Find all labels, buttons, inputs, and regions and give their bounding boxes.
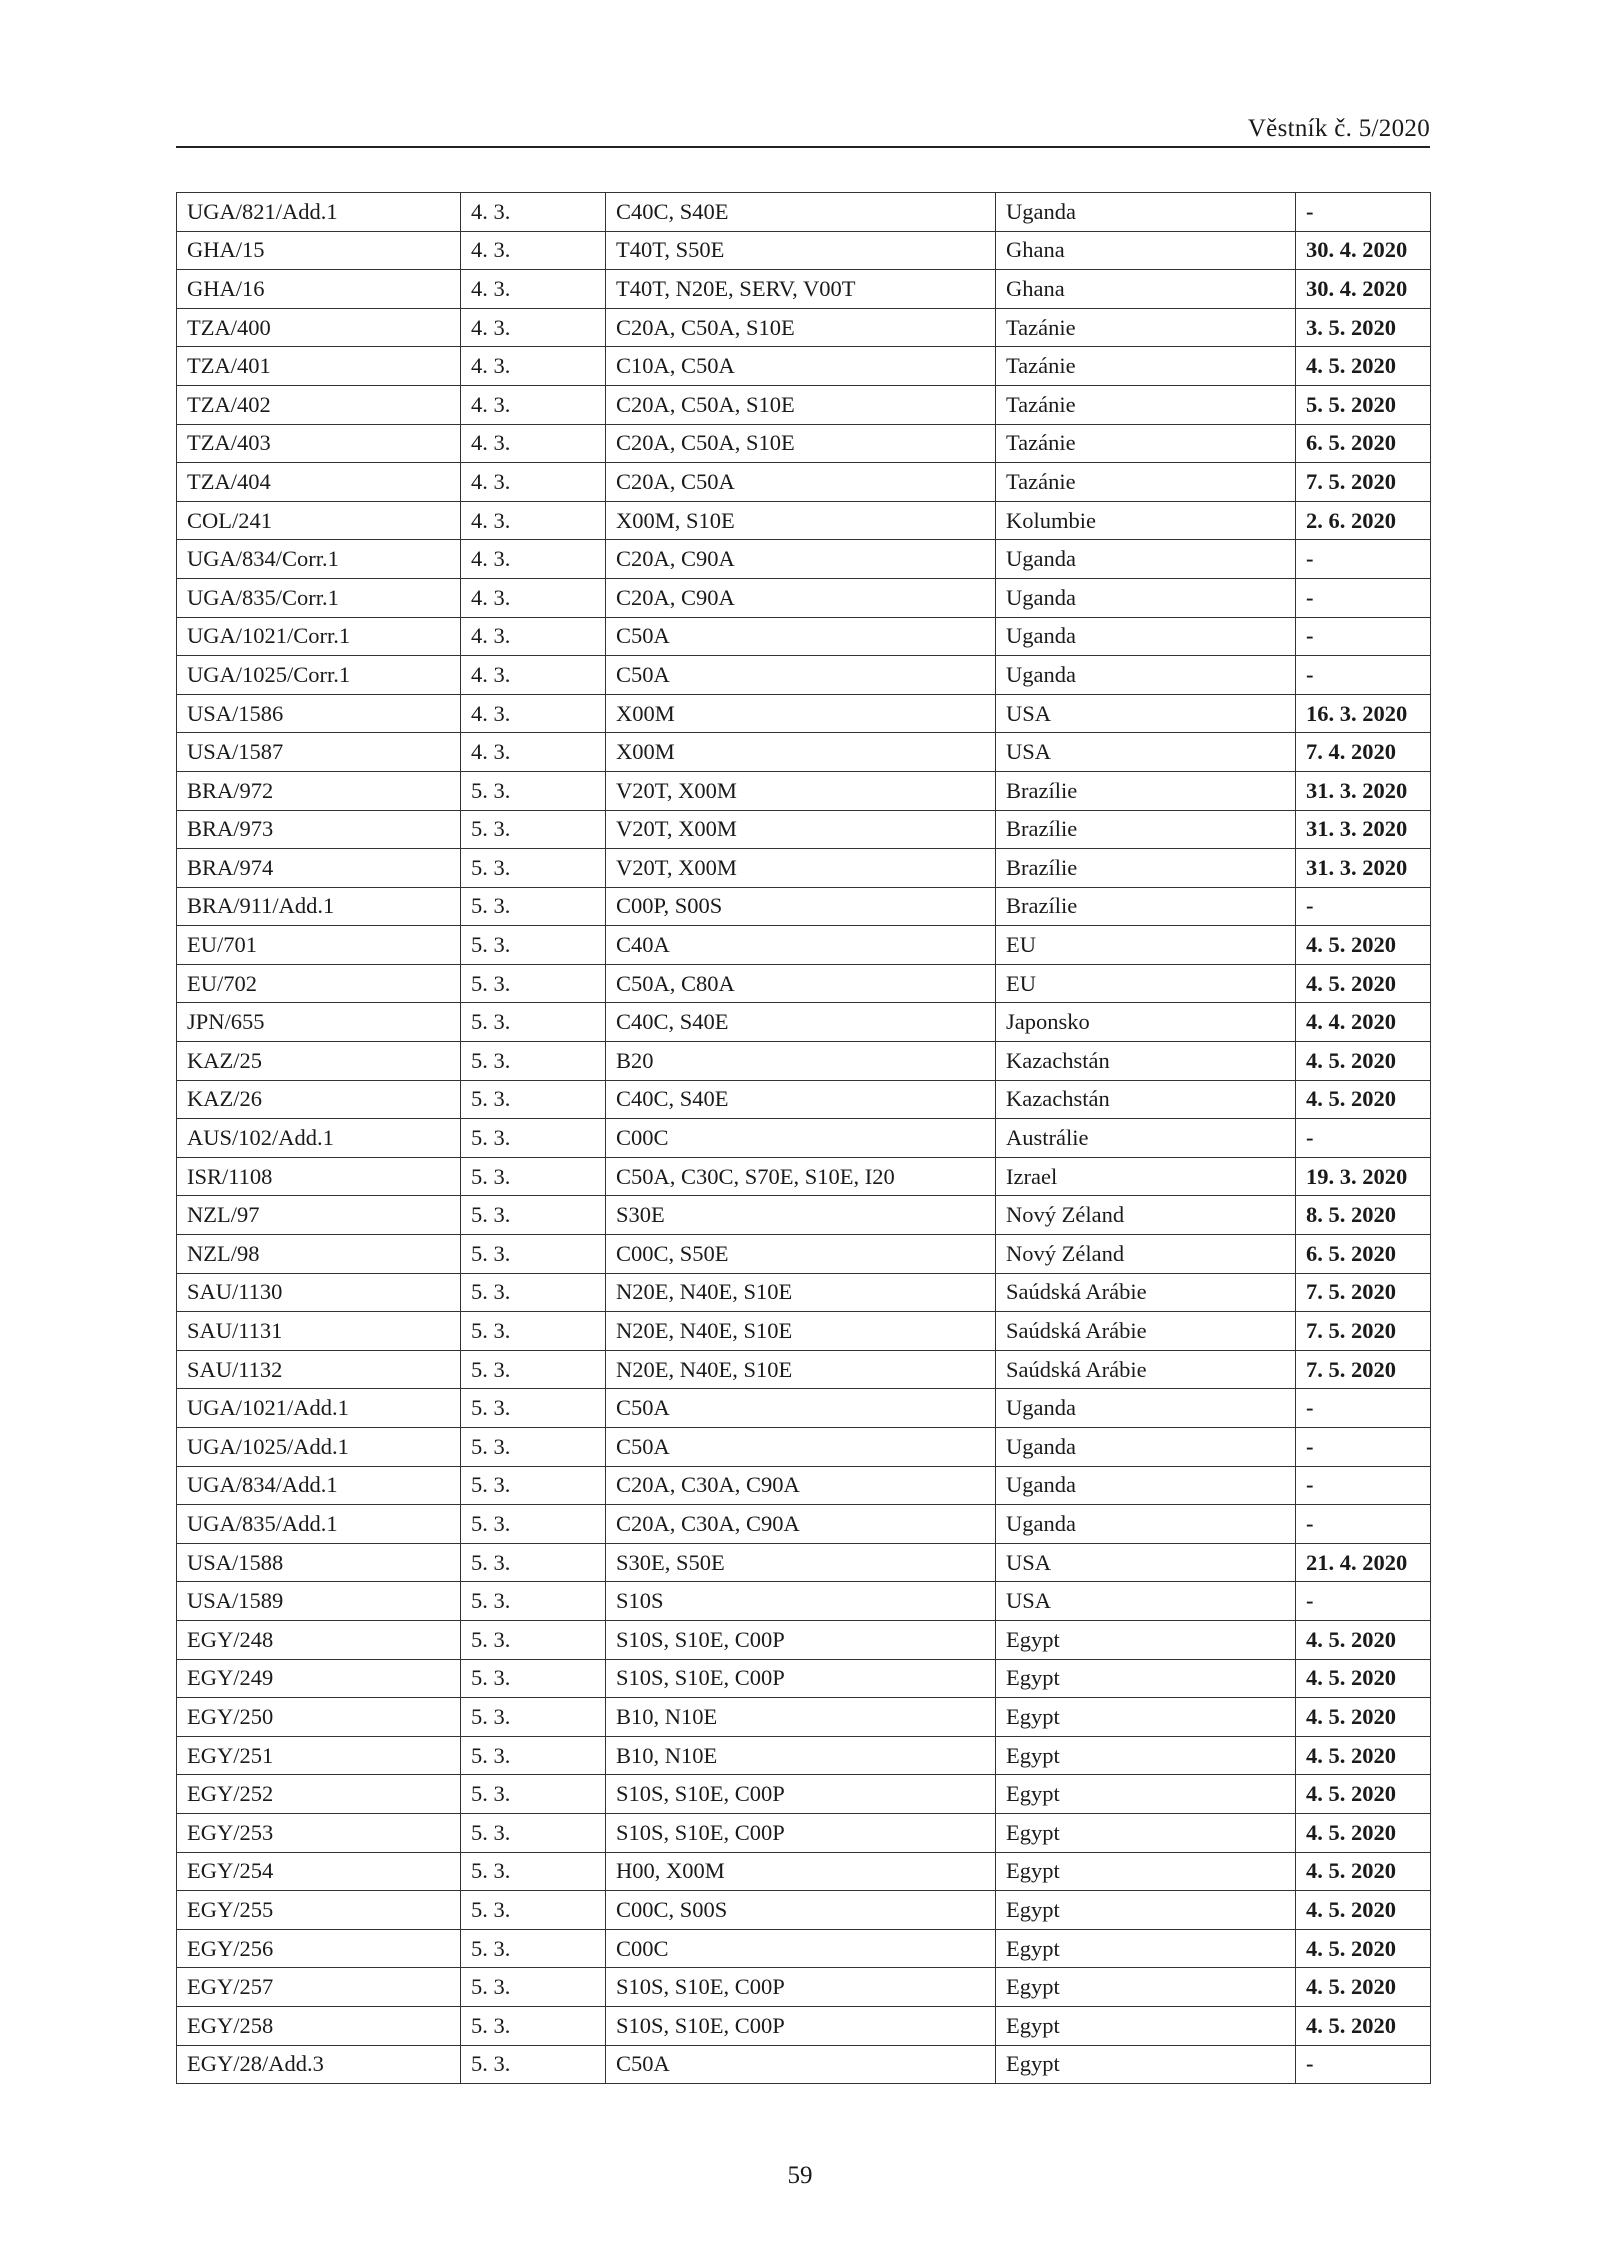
cell-code: UGA/835/Corr.1 (177, 578, 461, 617)
cell-country: Brazílie (996, 810, 1296, 849)
cell-date: 4. 3. (461, 231, 606, 270)
cell-date: 5. 3. (461, 1080, 606, 1119)
cell-date: 5. 3. (461, 1775, 606, 1814)
cell-code: BRA/972 (177, 771, 461, 810)
table-row (177, 2045, 1431, 2084)
cell-country: Tazánie (996, 308, 1296, 347)
cell-country: Nový Zéland (996, 1196, 1296, 1235)
cell-deadline: - (1296, 1428, 1431, 1467)
cell-code: UGA/1021/Add.1 (177, 1389, 461, 1428)
cell-deadline: 4. 5. 2020 (1296, 1042, 1431, 1081)
cell-classes: C00C (606, 1929, 996, 1968)
cell-code: SAU/1130 (177, 1273, 461, 1312)
cell-deadline: 19. 3. 2020 (1296, 1157, 1431, 1196)
cell-deadline: - (1296, 540, 1431, 579)
cell-code: ISR/1108 (177, 1157, 461, 1196)
cell-date: 5. 3. (461, 1543, 606, 1582)
cell-country: Egypt (996, 1698, 1296, 1737)
cell-country: Brazílie (996, 771, 1296, 810)
cell-code: EGY/258 (177, 2006, 461, 2045)
cell-code: GHA/15 (177, 231, 461, 270)
cell-classes: C40C, S40E (606, 1003, 996, 1042)
cell-deadline: 4. 5. 2020 (1296, 1659, 1431, 1698)
cell-code: EGY/250 (177, 1698, 461, 1737)
table-row (177, 1350, 1431, 1389)
cell-deadline: - (1296, 2045, 1431, 2084)
cell-deadline: - (1296, 887, 1431, 926)
cell-country: Saúdská Arábie (996, 1312, 1296, 1351)
cell-code: TZA/402 (177, 385, 461, 424)
cell-date: 4. 3. (461, 501, 606, 540)
cell-date: 5. 3. (461, 1312, 606, 1351)
cell-classes: S30E (606, 1196, 996, 1235)
cell-country: USA (996, 733, 1296, 772)
cell-code: NZL/98 (177, 1235, 461, 1274)
cell-classes: C40C, S40E (606, 1080, 996, 1119)
cell-classes: V20T, X00M (606, 810, 996, 849)
cell-code: EGY/252 (177, 1775, 461, 1814)
cell-deadline: 7. 4. 2020 (1296, 733, 1431, 772)
cell-deadline: 3. 5. 2020 (1296, 308, 1431, 347)
cell-deadline: - (1296, 1505, 1431, 1544)
cell-date: 4. 3. (461, 617, 606, 656)
cell-classes: S10S, S10E, C00P (606, 1813, 996, 1852)
cell-classes: X00M (606, 733, 996, 772)
cell-country: EU (996, 926, 1296, 965)
cell-date: 4. 3. (461, 193, 606, 232)
cell-classes: S30E, S50E (606, 1543, 996, 1582)
cell-classes: C50A, C30C, S70E, S10E, I20 (606, 1157, 996, 1196)
cell-deadline: 4. 5. 2020 (1296, 2006, 1431, 2045)
cell-deadline: 31. 3. 2020 (1296, 849, 1431, 888)
cell-date: 5. 3. (461, 1196, 606, 1235)
cell-deadline: 4. 5. 2020 (1296, 1929, 1431, 1968)
cell-date: 5. 3. (461, 887, 606, 926)
cell-classes: C10A, C50A (606, 347, 996, 386)
cell-code: JPN/655 (177, 1003, 461, 1042)
cell-country: Tazánie (996, 385, 1296, 424)
cell-code: UGA/834/Corr.1 (177, 540, 461, 579)
table-row (177, 849, 1431, 888)
cell-country: Uganda (996, 1389, 1296, 1428)
cell-deadline: 30. 4. 2020 (1296, 270, 1431, 309)
table-row (177, 810, 1431, 849)
page-number: 59 (787, 2162, 813, 2189)
cell-country: Uganda (996, 193, 1296, 232)
cell-date: 4. 3. (461, 385, 606, 424)
page-header (176, 114, 1430, 148)
cell-country: Uganda (996, 540, 1296, 579)
cell-classes: V20T, X00M (606, 849, 996, 888)
cell-date: 5. 3. (461, 1659, 606, 1698)
cell-classes: N20E, N40E, S10E (606, 1273, 996, 1312)
cell-deadline: 4. 5. 2020 (1296, 1775, 1431, 1814)
cell-country: Uganda (996, 1466, 1296, 1505)
cell-date: 5. 3. (461, 849, 606, 888)
cell-classes: C20A, C30A, C90A (606, 1505, 996, 1544)
cell-date: 5. 3. (461, 1813, 606, 1852)
table-row (177, 1428, 1431, 1467)
cell-date: 5. 3. (461, 1042, 606, 1081)
cell-date: 4. 3. (461, 424, 606, 463)
table-row (177, 1698, 1431, 1737)
cell-date: 5. 3. (461, 1620, 606, 1659)
cell-deadline: 30. 4. 2020 (1296, 231, 1431, 270)
cell-country: Uganda (996, 1428, 1296, 1467)
cell-deadline: 4. 5. 2020 (1296, 926, 1431, 965)
cell-country: Egypt (996, 1813, 1296, 1852)
cell-country: Uganda (996, 617, 1296, 656)
table-row (177, 1659, 1431, 1698)
cell-code: TZA/404 (177, 463, 461, 502)
table-row (177, 1042, 1431, 1081)
cell-country: Japonsko (996, 1003, 1296, 1042)
cell-code: KAZ/25 (177, 1042, 461, 1081)
cell-classes: C20A, C50A (606, 463, 996, 502)
cell-country: Egypt (996, 1659, 1296, 1698)
cell-country: USA (996, 1543, 1296, 1582)
cell-classes: C20A, C90A (606, 540, 996, 579)
table-row (177, 694, 1431, 733)
cell-code: EGY/28/Add.3 (177, 2045, 461, 2084)
cell-classes: S10S, S10E, C00P (606, 1968, 996, 2007)
cell-date: 5. 3. (461, 1428, 606, 1467)
cell-deadline: 4. 5. 2020 (1296, 1736, 1431, 1775)
cell-deadline: 6. 5. 2020 (1296, 424, 1431, 463)
cell-date: 5. 3. (461, 1273, 606, 1312)
cell-date: 5. 3. (461, 1157, 606, 1196)
cell-date: 4. 3. (461, 463, 606, 502)
cell-code: TZA/401 (177, 347, 461, 386)
cell-date: 4. 3. (461, 347, 606, 386)
cell-classes: C50A (606, 2045, 996, 2084)
cell-classes: C20A, C50A, S10E (606, 308, 996, 347)
cell-country: Kazachstán (996, 1080, 1296, 1119)
cell-date: 4. 3. (461, 540, 606, 579)
cell-code: USA/1589 (177, 1582, 461, 1621)
cell-date: 5. 3. (461, 2045, 606, 2084)
cell-deadline: 7. 5. 2020 (1296, 1273, 1431, 1312)
cell-code: BRA/973 (177, 810, 461, 849)
cell-date: 4. 3. (461, 578, 606, 617)
cell-classes: X00M, S10E (606, 501, 996, 540)
journal-title: Věstník č. 5/2020 (1247, 115, 1430, 142)
cell-deadline: 8. 5. 2020 (1296, 1196, 1431, 1235)
cell-code: EGY/251 (177, 1736, 461, 1775)
cell-deadline: 4. 5. 2020 (1296, 1080, 1431, 1119)
cell-country: Brazílie (996, 887, 1296, 926)
cell-code: BRA/911/Add.1 (177, 887, 461, 926)
cell-deadline: 4. 4. 2020 (1296, 1003, 1431, 1042)
cell-classes: C00P, S00S (606, 887, 996, 926)
notification-table (176, 192, 1431, 2084)
cell-code: COL/241 (177, 501, 461, 540)
cell-country: Uganda (996, 656, 1296, 695)
cell-country: Saúdská Arábie (996, 1350, 1296, 1389)
table-row (177, 1273, 1431, 1312)
cell-deadline: 7. 5. 2020 (1296, 1312, 1431, 1351)
cell-deadline: - (1296, 1119, 1431, 1158)
cell-date: 5. 3. (461, 1003, 606, 1042)
table-row (177, 1119, 1431, 1158)
table-row (177, 1505, 1431, 1544)
cell-country: Uganda (996, 578, 1296, 617)
cell-deadline: 7. 5. 2020 (1296, 463, 1431, 502)
cell-deadline: 5. 5. 2020 (1296, 385, 1431, 424)
cell-classes: C40C, S40E (606, 193, 996, 232)
cell-classes: C00C, S00S (606, 1891, 996, 1930)
cell-deadline: - (1296, 193, 1431, 232)
table-row (177, 1543, 1431, 1582)
cell-country: Nový Zéland (996, 1235, 1296, 1274)
cell-classes: S10S, S10E, C00P (606, 1620, 996, 1659)
cell-classes: C20A, C90A (606, 578, 996, 617)
cell-country: Egypt (996, 1929, 1296, 1968)
cell-country: Egypt (996, 1775, 1296, 1814)
cell-date: 5. 3. (461, 1389, 606, 1428)
cell-classes: V20T, X00M (606, 771, 996, 810)
cell-country: Brazílie (996, 849, 1296, 888)
cell-classes: C20A, C50A, S10E (606, 385, 996, 424)
cell-deadline: 4. 5. 2020 (1296, 1620, 1431, 1659)
cell-country: Egypt (996, 2045, 1296, 2084)
cell-code: TZA/403 (177, 424, 461, 463)
cell-deadline: 4. 5. 2020 (1296, 1968, 1431, 2007)
cell-classes: C20A, C50A, S10E (606, 424, 996, 463)
cell-classes: C20A, C30A, C90A (606, 1466, 996, 1505)
table-row (177, 1389, 1431, 1428)
table-row (177, 1157, 1431, 1196)
cell-country: Egypt (996, 1736, 1296, 1775)
cell-deadline: 4. 5. 2020 (1296, 1698, 1431, 1737)
cell-date: 5. 3. (461, 1891, 606, 1930)
cell-classes: C00C, S50E (606, 1235, 996, 1274)
cell-code: SAU/1132 (177, 1350, 461, 1389)
cell-code: EGY/253 (177, 1813, 461, 1852)
cell-date: 4. 3. (461, 308, 606, 347)
cell-deadline: 31. 3. 2020 (1296, 810, 1431, 849)
cell-country: Egypt (996, 1968, 1296, 2007)
cell-classes: H00, X00M (606, 1852, 996, 1891)
cell-date: 5. 3. (461, 1350, 606, 1389)
cell-date: 5. 3. (461, 1235, 606, 1274)
cell-date: 5. 3. (461, 1852, 606, 1891)
table-row (177, 1312, 1431, 1351)
table-row (177, 1196, 1431, 1235)
table-row (177, 540, 1431, 579)
cell-date: 5. 3. (461, 1582, 606, 1621)
cell-classes: X00M (606, 694, 996, 733)
cell-date: 5. 3. (461, 1736, 606, 1775)
cell-code: TZA/400 (177, 308, 461, 347)
cell-deadline: - (1296, 578, 1431, 617)
cell-deadline: 2. 6. 2020 (1296, 501, 1431, 540)
table-row (177, 463, 1431, 502)
cell-country: Egypt (996, 1891, 1296, 1930)
cell-country: Egypt (996, 1620, 1296, 1659)
table-row (177, 2006, 1431, 2045)
table-row (177, 887, 1431, 926)
cell-code: USA/1588 (177, 1543, 461, 1582)
cell-date: 5. 3. (461, 810, 606, 849)
table-row (177, 1813, 1431, 1852)
cell-country: USA (996, 694, 1296, 733)
cell-code: USA/1586 (177, 694, 461, 733)
table-row (177, 193, 1431, 232)
cell-country: Egypt (996, 1852, 1296, 1891)
table-row (177, 1582, 1431, 1621)
table-row (177, 1736, 1431, 1775)
cell-classes: N20E, N40E, S10E (606, 1312, 996, 1351)
cell-country: Tazánie (996, 463, 1296, 502)
cell-classes: C50A (606, 1428, 996, 1467)
cell-deadline: - (1296, 1582, 1431, 1621)
cell-code: BRA/974 (177, 849, 461, 888)
cell-code: EGY/248 (177, 1620, 461, 1659)
cell-code: EU/701 (177, 926, 461, 965)
cell-code: UGA/821/Add.1 (177, 193, 461, 232)
cell-country: Kazachstán (996, 1042, 1296, 1081)
table-row (177, 1466, 1431, 1505)
cell-date: 5. 3. (461, 1466, 606, 1505)
table-row (177, 270, 1431, 309)
table-row (177, 385, 1431, 424)
cell-classes: N20E, N40E, S10E (606, 1350, 996, 1389)
cell-classes: C40A (606, 926, 996, 965)
cell-classes: C50A (606, 1389, 996, 1428)
cell-country: Kolumbie (996, 501, 1296, 540)
cell-date: 5. 3. (461, 2006, 606, 2045)
cell-date: 4. 3. (461, 656, 606, 695)
cell-country: Ghana (996, 270, 1296, 309)
cell-code: NZL/97 (177, 1196, 461, 1235)
table-row (177, 578, 1431, 617)
table-row (177, 231, 1431, 270)
cell-code: KAZ/26 (177, 1080, 461, 1119)
table-row (177, 964, 1431, 1003)
cell-classes: S10S, S10E, C00P (606, 1775, 996, 1814)
cell-deadline: 4. 5. 2020 (1296, 1813, 1431, 1852)
table-row (177, 1891, 1431, 1930)
table-row (177, 1852, 1431, 1891)
cell-date: 4. 3. (461, 694, 606, 733)
cell-deadline: 4. 5. 2020 (1296, 964, 1431, 1003)
cell-classes: C50A, C80A (606, 964, 996, 1003)
cell-classes: B10, N10E (606, 1736, 996, 1775)
cell-classes: S10S (606, 1582, 996, 1621)
table-row (177, 733, 1431, 772)
cell-date: 5. 3. (461, 1505, 606, 1544)
cell-deadline: 6. 5. 2020 (1296, 1235, 1431, 1274)
cell-deadline: 21. 4. 2020 (1296, 1543, 1431, 1582)
cell-classes: B10, N10E (606, 1698, 996, 1737)
table-row (177, 1080, 1431, 1119)
table-row (177, 1620, 1431, 1659)
cell-classes: S10S, S10E, C00P (606, 2006, 996, 2045)
cell-date: 5. 3. (461, 926, 606, 965)
cell-country: USA (996, 1582, 1296, 1621)
table-row (177, 617, 1431, 656)
cell-deadline: - (1296, 617, 1431, 656)
cell-code: EGY/254 (177, 1852, 461, 1891)
cell-date: 5. 3. (461, 1968, 606, 2007)
cell-code: EGY/257 (177, 1968, 461, 2007)
cell-code: UGA/835/Add.1 (177, 1505, 461, 1544)
cell-deadline: - (1296, 1466, 1431, 1505)
cell-country: Austrálie (996, 1119, 1296, 1158)
cell-code: UGA/1025/Add.1 (177, 1428, 461, 1467)
cell-deadline: - (1296, 1389, 1431, 1428)
cell-deadline: 7. 5. 2020 (1296, 1350, 1431, 1389)
table-row (177, 308, 1431, 347)
cell-code: EGY/249 (177, 1659, 461, 1698)
cell-classes: C50A (606, 656, 996, 695)
table-row (177, 1929, 1431, 1968)
cell-code: EGY/256 (177, 1929, 461, 1968)
cell-date: 5. 3. (461, 1698, 606, 1737)
cell-country: Saúdská Arábie (996, 1273, 1296, 1312)
cell-code: EU/702 (177, 964, 461, 1003)
table-row (177, 1775, 1431, 1814)
cell-deadline: 31. 3. 2020 (1296, 771, 1431, 810)
cell-code: GHA/16 (177, 270, 461, 309)
table-row (177, 424, 1431, 463)
cell-code: UGA/1025/Corr.1 (177, 656, 461, 695)
cell-deadline: 4. 5. 2020 (1296, 1852, 1431, 1891)
cell-date: 4. 3. (461, 270, 606, 309)
cell-deadline: 4. 5. 2020 (1296, 347, 1431, 386)
table-body (177, 193, 1431, 2084)
cell-classes: B20 (606, 1042, 996, 1081)
cell-country: Tazánie (996, 424, 1296, 463)
cell-country: Tazánie (996, 347, 1296, 386)
table-row (177, 771, 1431, 810)
cell-date: 4. 3. (461, 733, 606, 772)
table-row (177, 1003, 1431, 1042)
cell-deadline: - (1296, 656, 1431, 695)
cell-classes: S10S, S10E, C00P (606, 1659, 996, 1698)
cell-country: Ghana (996, 231, 1296, 270)
cell-code: AUS/102/Add.1 (177, 1119, 461, 1158)
cell-deadline: 16. 3. 2020 (1296, 694, 1431, 733)
cell-deadline: 4. 5. 2020 (1296, 1891, 1431, 1930)
cell-date: 5. 3. (461, 771, 606, 810)
table-row (177, 501, 1431, 540)
table-row (177, 656, 1431, 695)
cell-classes: C00C (606, 1119, 996, 1158)
cell-date: 5. 3. (461, 964, 606, 1003)
cell-country: Egypt (996, 2006, 1296, 2045)
cell-country: Uganda (996, 1505, 1296, 1544)
cell-classes: T40T, N20E, SERV, V00T (606, 270, 996, 309)
cell-code: UGA/834/Add.1 (177, 1466, 461, 1505)
cell-country: Izrael (996, 1157, 1296, 1196)
table-row (177, 347, 1431, 386)
table-row (177, 1235, 1431, 1274)
table-row (177, 1968, 1431, 2007)
cell-classes: T40T, S50E (606, 231, 996, 270)
cell-code: USA/1587 (177, 733, 461, 772)
cell-code: SAU/1131 (177, 1312, 461, 1351)
cell-code: UGA/1021/Corr.1 (177, 617, 461, 656)
cell-country: EU (996, 964, 1296, 1003)
cell-classes: C50A (606, 617, 996, 656)
cell-date: 5. 3. (461, 1119, 606, 1158)
cell-date: 5. 3. (461, 1929, 606, 1968)
table-row (177, 926, 1431, 965)
cell-code: EGY/255 (177, 1891, 461, 1930)
